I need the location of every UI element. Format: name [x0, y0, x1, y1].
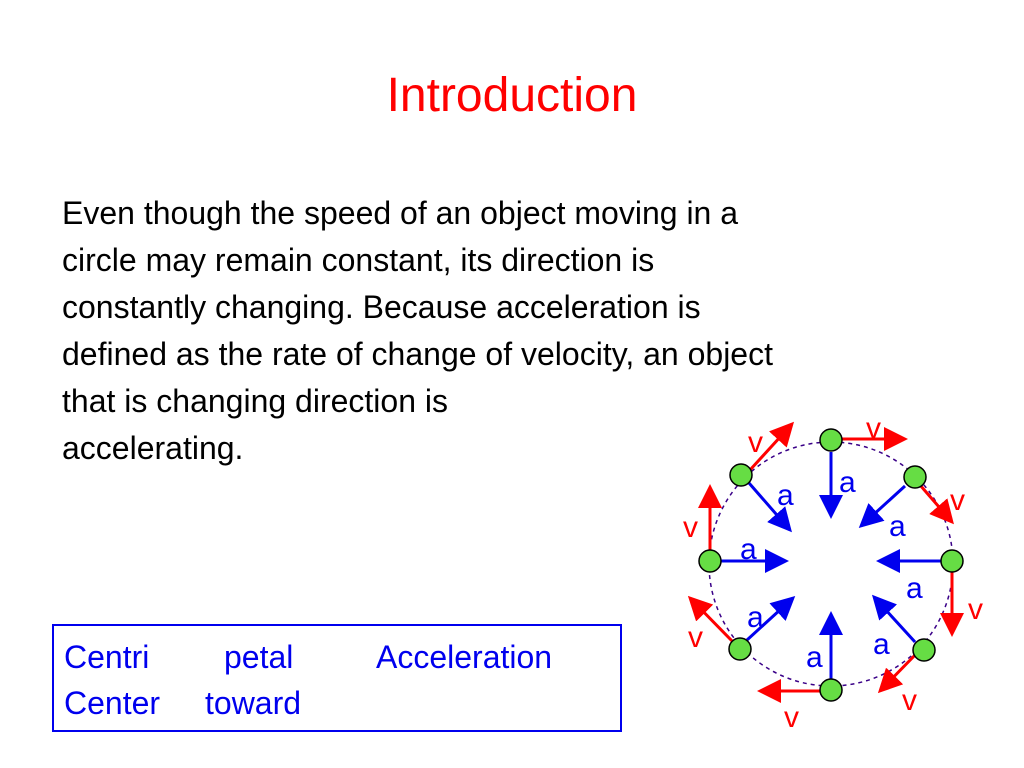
velocity-label: v	[688, 621, 703, 654]
callout-word-acceleration: Acceleration	[376, 639, 553, 675]
ball-marker	[820, 679, 842, 701]
acceleration-label: a	[839, 466, 856, 499]
acceleration-label: a	[889, 510, 906, 543]
velocity-label: v	[950, 484, 965, 517]
ball-marker	[699, 550, 721, 572]
velocity-label: v	[902, 684, 917, 717]
acceleration-label: a	[906, 572, 923, 605]
ball-marker	[820, 429, 842, 451]
acceleration-label: a	[740, 533, 757, 566]
velocity-label: v	[748, 426, 763, 459]
velocity-arrow	[920, 485, 952, 522]
body-line: constantly changing. Because acceleration is	[62, 289, 701, 325]
body-line: that is changing direction is	[62, 383, 448, 419]
callout-word-centri: Centri	[64, 639, 150, 675]
ball-marker	[729, 638, 751, 660]
velocity-label: v	[866, 412, 881, 445]
body-line: accelerating.	[62, 430, 244, 466]
ball-marker	[904, 466, 926, 488]
body-line: circle may remain constant, its direction is	[62, 242, 655, 278]
acceleration-label: a	[873, 628, 890, 661]
callout-word-toward: toward	[205, 685, 302, 721]
ball-marker	[730, 464, 752, 486]
slide-title: Introduction	[386, 69, 638, 122]
acceleration-label: a	[806, 641, 823, 674]
ball-marker	[941, 550, 963, 572]
callout-word-petal: petal	[224, 639, 294, 675]
body-line: Even though the speed of an object moving in a	[62, 195, 739, 231]
body-line: defined as the rate of change of velocity, an object	[62, 336, 773, 372]
velocity-label: v	[784, 701, 799, 734]
velocity-label: v	[968, 593, 983, 626]
velocity-label: v	[683, 511, 698, 544]
ball-marker	[913, 639, 935, 661]
acceleration-label: a	[747, 601, 764, 634]
callout-word-center: Center	[64, 685, 161, 721]
acceleration-label: a	[777, 479, 794, 512]
